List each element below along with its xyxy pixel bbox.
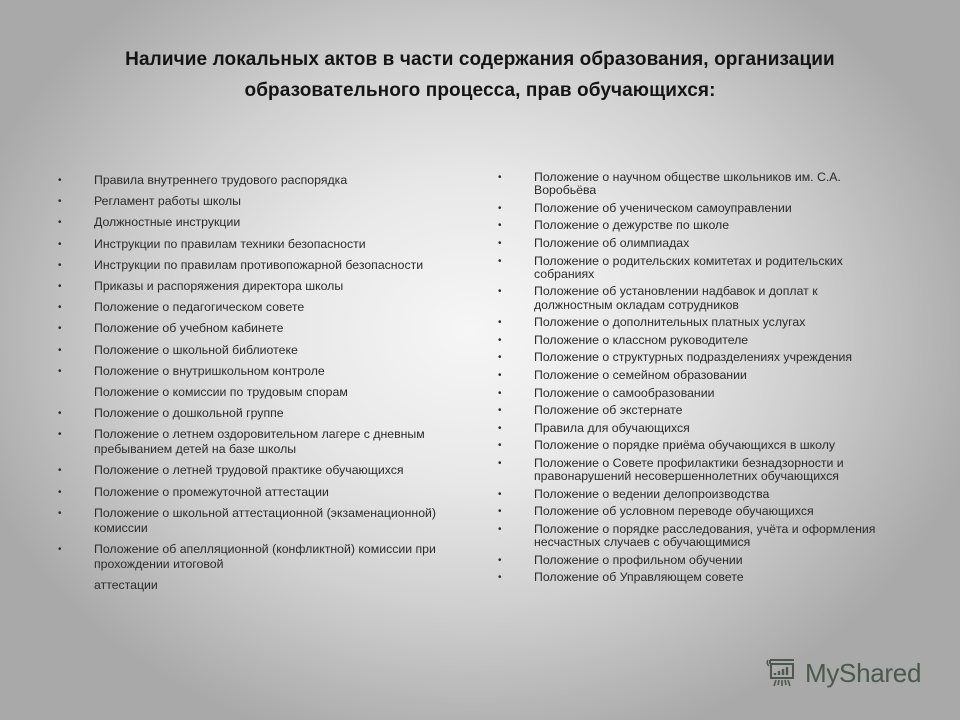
list-item-text: Положение о комиссии по трудовым спорам xyxy=(94,384,348,399)
list-item-text: Положение о самообразовании xyxy=(534,385,715,400)
bullet-icon: • xyxy=(498,369,502,381)
list-item-text: Положение о ведении делопроизводства xyxy=(534,486,770,501)
list-item-text: Положение о профильном обучении xyxy=(534,552,743,567)
bullet-icon: • xyxy=(58,196,62,208)
bullet-icon: • xyxy=(498,334,502,346)
list-item-text: Положение об установлении надбавок и доплат к должностным окладам сотрудников xyxy=(534,284,818,312)
list-item xyxy=(498,505,898,518)
list-item xyxy=(58,194,478,209)
list-item xyxy=(498,488,898,501)
list-item-text: Положение о Совете профилактики безнадзорности и правонарушений несовершеннолетних обучающихся xyxy=(534,455,844,484)
list-item xyxy=(498,351,898,364)
list-item xyxy=(58,427,478,457)
list-item xyxy=(498,171,898,197)
bullet-icon: • xyxy=(58,408,62,420)
bullet-icon: • xyxy=(498,523,502,535)
list-item xyxy=(498,285,898,311)
bullet-icon: • xyxy=(498,440,502,452)
list-item-text: Регламент работы школы xyxy=(94,194,242,209)
bullet-icon: • xyxy=(58,365,62,377)
bullet-icon: • xyxy=(58,217,62,229)
bullet-icon: • xyxy=(498,387,502,399)
bullet-icon: • xyxy=(58,544,62,555)
slide-title xyxy=(60,44,900,106)
bullet-icon: • xyxy=(498,255,502,267)
list-item-text: Положение о порядке приёма обучающихся в школу xyxy=(534,438,836,453)
list-item xyxy=(58,506,478,536)
list-item xyxy=(498,571,898,584)
list-item-text: аттестации xyxy=(94,578,158,593)
bullet-icon: • xyxy=(498,405,502,417)
list-item-text: Положение об апелляционной (конфликтной) комиссии при прохождении итоговой xyxy=(94,542,436,571)
list-item xyxy=(58,215,478,230)
list-item-text: Положение о научном обществе школьников им. С.А. Воробьёва xyxy=(534,170,841,198)
list-item-text: Должностные инструкции xyxy=(94,215,241,230)
list-item-text: Положение о дополнительных платных услугах xyxy=(534,315,806,330)
bullet-icon: • xyxy=(58,175,62,186)
list-item-text: Положение о промежуточной аттестации xyxy=(94,484,329,499)
list-item xyxy=(498,202,898,215)
list-item xyxy=(58,406,478,421)
watermark-text: MyShared xyxy=(805,657,922,688)
title-line-2: образовательного процесса, прав обучающихся: xyxy=(244,80,716,101)
bullet-icon: • xyxy=(58,507,62,519)
bullet-icon: • xyxy=(58,486,62,498)
presentation-board-icon xyxy=(765,656,799,690)
bullet-icon: • xyxy=(498,220,502,232)
list-item-text: Положение об Управляющем совете xyxy=(534,570,744,585)
bullet-icon: • xyxy=(498,554,502,566)
bullet-icon: • xyxy=(58,344,62,356)
list-item-text: Положение об ученическом самоуправлении xyxy=(534,200,792,215)
bullet-icon: • xyxy=(498,572,502,584)
left-bullet-list xyxy=(58,173,478,599)
list-item xyxy=(58,279,478,294)
list-item xyxy=(58,300,478,315)
list-item xyxy=(498,439,898,452)
list-item-text: Положение о летней трудовой практике обучающихся xyxy=(94,463,404,478)
list-item xyxy=(58,542,478,572)
list-item-text: Положение о педагогическом совете xyxy=(94,300,305,315)
list-item-text: Положение о школьной аттестационной (экзаменационной) комиссии xyxy=(94,505,437,535)
bullet-icon: • xyxy=(498,422,502,434)
bullet-icon: • xyxy=(58,323,62,335)
bullet-icon: • xyxy=(498,237,502,249)
list-item xyxy=(498,334,898,347)
bullet-icon: • xyxy=(498,202,502,214)
bullet-icon: • xyxy=(498,488,502,500)
list-item xyxy=(58,258,478,273)
bullet-icon: • xyxy=(58,302,62,314)
bullet-icon: • xyxy=(58,280,62,292)
list-item-text: Положение о классном руководителе xyxy=(534,332,749,347)
myshared-watermark xyxy=(765,656,921,690)
list-item xyxy=(58,321,478,336)
list-item-text: Положение об олимпиадах xyxy=(534,235,690,250)
list-item-text: Инструкции по правилам техники безопасности xyxy=(94,236,366,251)
list-item-text: Правила для обучающихся xyxy=(534,420,690,435)
list-item xyxy=(498,255,898,281)
list-item-text: Положение о дежурстве по школе xyxy=(534,218,730,233)
list-item xyxy=(498,369,898,382)
bullet-icon: • xyxy=(498,457,502,469)
right-bullet-list xyxy=(498,171,898,589)
list-item-text: Положение об экстернате xyxy=(534,403,683,418)
list-item xyxy=(58,385,478,400)
list-item xyxy=(498,404,898,417)
list-item xyxy=(498,523,898,549)
list-item xyxy=(498,457,898,483)
list-item-text: Положение о летнем оздоровительном лагере с дневным пребыванием детей на базе школы xyxy=(94,427,425,457)
list-item xyxy=(58,364,478,379)
list-item-text: Положение об учебном кабинете xyxy=(94,321,284,336)
list-item-text: Положение о порядке расследования, учёта и оформления несчастных случаев с обучающимися xyxy=(534,521,876,550)
list-item-text: Инструкции по правилам противопожарной безопасности xyxy=(94,257,424,272)
list-item-text: Положение о родительских комитетах и родительских собраниях xyxy=(534,253,843,281)
bullet-icon: • xyxy=(58,238,62,250)
list-item-text: Положение о структурных подразделениях учреждения xyxy=(534,350,853,365)
list-item-text: Положение об условном переводе обучающихся xyxy=(534,504,814,519)
list-item-text: Положение о дошкольной группе xyxy=(94,406,284,421)
bullet-icon: • xyxy=(498,172,502,183)
list-item xyxy=(498,387,898,400)
list-item-text: Положение о внутришкольном контроле xyxy=(94,363,325,378)
list-item xyxy=(58,463,478,478)
list-item xyxy=(58,578,478,593)
list-item xyxy=(498,422,898,435)
list-item xyxy=(498,554,898,567)
bullet-icon: • xyxy=(498,317,502,329)
list-item xyxy=(58,343,478,358)
list-item xyxy=(58,173,478,188)
bullet-icon: • xyxy=(58,259,62,271)
bullet-icon: • xyxy=(498,352,502,364)
list-item-text: Приказы и распоряжения директора школы xyxy=(94,278,344,293)
list-item xyxy=(498,316,898,329)
list-item-text: Положение о семейном образовании xyxy=(534,367,747,382)
bullet-icon: • xyxy=(58,465,62,477)
list-item xyxy=(498,219,898,232)
list-item xyxy=(498,237,898,250)
bullet-icon: • xyxy=(498,506,502,518)
list-item xyxy=(58,485,478,500)
bullet-icon: • xyxy=(498,286,502,298)
list-item-text: Правила внутреннего трудового распорядка xyxy=(94,173,348,187)
list-item xyxy=(58,237,478,252)
list-item-text: Положение о школьной библиотеке xyxy=(94,342,298,357)
title-line-1: Наличие локальных актов в части содержания образования, организации xyxy=(125,49,835,70)
bullet-icon: • xyxy=(58,429,62,441)
